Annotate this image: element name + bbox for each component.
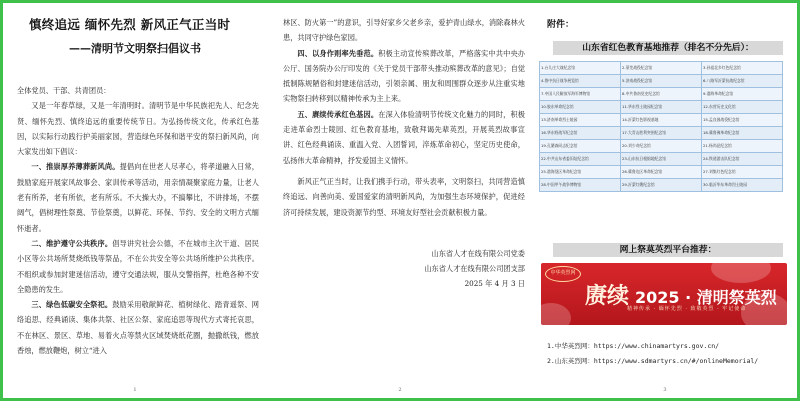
table-cell: 24.铁道游击队纪念馆 (702, 153, 783, 166)
item-3-continuation: 林区、防火第一”的意识，引导好家乡父老乡亲，爱护青山绿水，消除森林火患，共同守护绿色家园。 (283, 18, 525, 43)
item-3-text: 鼓励采用敬献鲜花、植树绿化、踏青遥祭、网络追思、经典诵读、集体共祭、社区公祭、家庭追思等现代方式寄托哀思，不在林区、景区、草地、易着火点等禁火区域焚烧纸花圈，抛撒纸钱，燃放香烛，燃放鞭炮，树立“进入 (17, 300, 259, 356)
document-subtitle: ——清明节文明祭扫倡议书 (69, 42, 201, 55)
table-cell: 28.中国甲午战争博物馆 (540, 179, 621, 192)
table-row (540, 88, 783, 101)
table-cell: 3.孙祖北乡红色纪念馆 (702, 62, 783, 75)
table-cell: 27.刘集红色纪念馆 (702, 166, 783, 179)
table-row (540, 140, 783, 153)
site-link-1[interactable]: 1.中华英烈网：https://www.chinamartyrs.gov.cn/ (547, 342, 720, 350)
item-2-text: 倡导讲究社会公德，不在城市主次干道、居民小区等公共场所焚烧纸钱等祭品，不在公共安全等公共场所维护公共秩序。不组织或参加封建迷信活动，遵守交通法规，服从交警指挥，杜绝各种不安全隐患的发生。 (17, 238, 259, 294)
table-cell: 21.杨尚昆纪念馆 (702, 140, 783, 153)
table-cell: 16.华东野战军纪念馆 (540, 127, 621, 140)
table-cell: 20.刘少奇纪念馆 (621, 140, 702, 153)
table-cell: 5.济南战役纪念馆 (621, 75, 702, 88)
red-bases-header: 山东省红色教育基地推荐（排名不分先后）： (553, 41, 783, 55)
banner-subtitle: 精神传承 · 缅怀先烈 · 致敬英烈 · 牢记使命 (627, 306, 747, 312)
table-cell: 30.临沂华东革命烈士陵园 (702, 179, 783, 192)
banner-decoration (541, 303, 571, 325)
item-4-heading: 四、以身作则率先垂范。 (297, 48, 379, 58)
table-cell: 18.冀鲁豫革命纪念馆 (702, 127, 783, 140)
table-cell: 11.华东烈士陵园纪念馆 (621, 101, 702, 114)
item-2-heading: 二、维护遵守公共秩序。 (31, 238, 113, 248)
table-cell: 15.孟良崮战役纪念馆 (702, 114, 783, 127)
table-cell: 9.渤海革命纪念馆 (702, 88, 783, 101)
item-5-heading: 五、赓续传承红色基因。 (297, 109, 379, 119)
item-5-text: 在深入体验清明节传统文化魅力的同时，积极走进革命烈士陵园、红色教育基地，致敬拜谒先辈英烈，开展英烈故事宣讲、红色经典诵读、重温入党、入团誓词，淬炼革命初心，坚定历史使命，弘扬伟大革命精神，抒发爱国主义情怀。 (283, 109, 525, 165)
table-cell: 2.莱芜战役纪念馆 (621, 62, 702, 75)
banner-calligraphy: 赓续 (585, 283, 630, 309)
table-row (540, 62, 783, 75)
intro-paragraph: 又是一年春草绿，又是一年清明时。清明节是中华民族祀先人、纪念先贤、缅怀先烈、慎终追远的重要传统节日。为弘扬传统文化，传承红色基因，以实际行动践行护美丽家园，营造绿色环保和谐平安的祭扫新风尚，向大家发出如下倡议： (17, 101, 259, 157)
red-bases-table (539, 61, 783, 192)
item-2-paragraph (17, 236, 259, 297)
banner-title-text: 2025 · 清明祭英烈 (635, 288, 777, 307)
table-row (540, 153, 783, 166)
item-4-paragraph (283, 46, 525, 107)
site-link-2[interactable]: 2.山东英烈网：https://www.sdmartyrs.cn/#/onlineMemorial/ (547, 357, 759, 365)
table-row (540, 179, 783, 192)
page-number: 3 (663, 387, 667, 393)
page-2 (267, 3, 533, 398)
table-cell: 25.渤海垦区革命纪念馆 (540, 166, 621, 179)
table-row (540, 127, 783, 140)
banner-logo: 中华英烈网 (545, 266, 581, 282)
item-3-paragraph (17, 297, 259, 358)
item-3-heading: 三、绿色低碳安全祭祀。 (31, 300, 113, 310)
page-1 (3, 3, 267, 398)
memorial-banner[interactable] (541, 263, 787, 325)
item-1-paragraph (17, 159, 259, 235)
item-1-heading: 一、推崇厚养薄葬新风尚。 (31, 162, 120, 172)
attachment-label: 附件： (547, 20, 575, 30)
table-cell: 1.台儿庄大战纪念馆 (540, 62, 621, 75)
table-cell: 14.沂蒙红色影视基地 (621, 114, 702, 127)
page-number: 1 (133, 387, 137, 393)
table-cell: 8.中共鲁南党史纪念馆 (621, 88, 702, 101)
item-5-paragraph (283, 107, 525, 168)
table-cell: 23.山东抗日根据地纪念馆 (621, 153, 702, 166)
table-row (540, 101, 783, 114)
table-cell: 10.胶东革命纪念馆 (540, 101, 621, 114)
closing-paragraph: 新风正气正当时，让我们携手行动，带头表率，文明祭扫，共同营造慎终追远、向善向美、爱国爱家的清明新风尚，为加强生态环境保护，促进经济可持续发展，建设资源节约型、环境友好型社会贡献积极力量。 (283, 176, 525, 217)
page-1-body (17, 83, 259, 358)
table-cell: 19.孔繁森同志纪念馆 (540, 140, 621, 153)
platform-header: 网上祭莫英烈平台推荐： (553, 243, 783, 257)
document-title: 慎终追远 缅怀先烈 新风正气正当时 (29, 17, 231, 32)
table-cell: 7.中国人民解放军海军博物馆 (540, 88, 621, 101)
signature-org-1: 山东省人才在线有限公司党委 (431, 248, 525, 258)
table-cell: 4.鲁中抗日战争展览馆 (540, 75, 621, 88)
salutation: 全体党员、干部、共青团员： (17, 86, 111, 95)
table-cell: 29.沂蒙红嫂纪念馆 (621, 179, 702, 192)
website-list (547, 339, 758, 369)
table-cell: 12.东营历史文化馆 (702, 101, 783, 114)
item-1-text: 提倡向在世老人尽孝心，将孝道融入日常，鼓励家庭开展家风故事会、家训传承等活动，用亲情凝聚家庭力量，让老人老有所养，老有所依，老有所乐。不大操大办，不搞攀比，不讲排场，不摆阔气，倡树理性祭奠、节俭祭奠，以鲜花、环保、节约、安全的文明方式缅怀逝者。 (17, 162, 259, 233)
item-4-text: 积极主动宣传殡葬改革，严格落实中共中央办公厅、国务院办公厅印发的《关于党员干部带头推动殡葬改革的意见》；自觉抵制陈规陋俗和封建迷信活动，引领亲属、朋友和周围群众逐步从注重实地实物祭扫转移到以精神传承为主上来。 (283, 48, 525, 104)
signature-date: 2025 年 4 月 3 日 (464, 279, 525, 289)
table-cell: 22.中共山东省委旧址纪念馆 (540, 153, 621, 166)
page-3 (533, 3, 797, 398)
table-row (540, 114, 783, 127)
page-number: 2 (398, 387, 402, 393)
table-row (540, 166, 783, 179)
table-cell: 6.八路军沂蒙抗战纪念馆 (702, 75, 783, 88)
table-cell: 17.大青山胜利突围纪念馆 (621, 127, 702, 140)
signature-org-2: 山东省人才在线有限公司团支部 (424, 264, 525, 274)
table-cell: 13.济南革命烈士陵园 (540, 114, 621, 127)
page-2-body (283, 15, 525, 292)
table-cell: 26.冀鲁边区革命纪念馆 (621, 166, 702, 179)
table-row (540, 75, 783, 88)
